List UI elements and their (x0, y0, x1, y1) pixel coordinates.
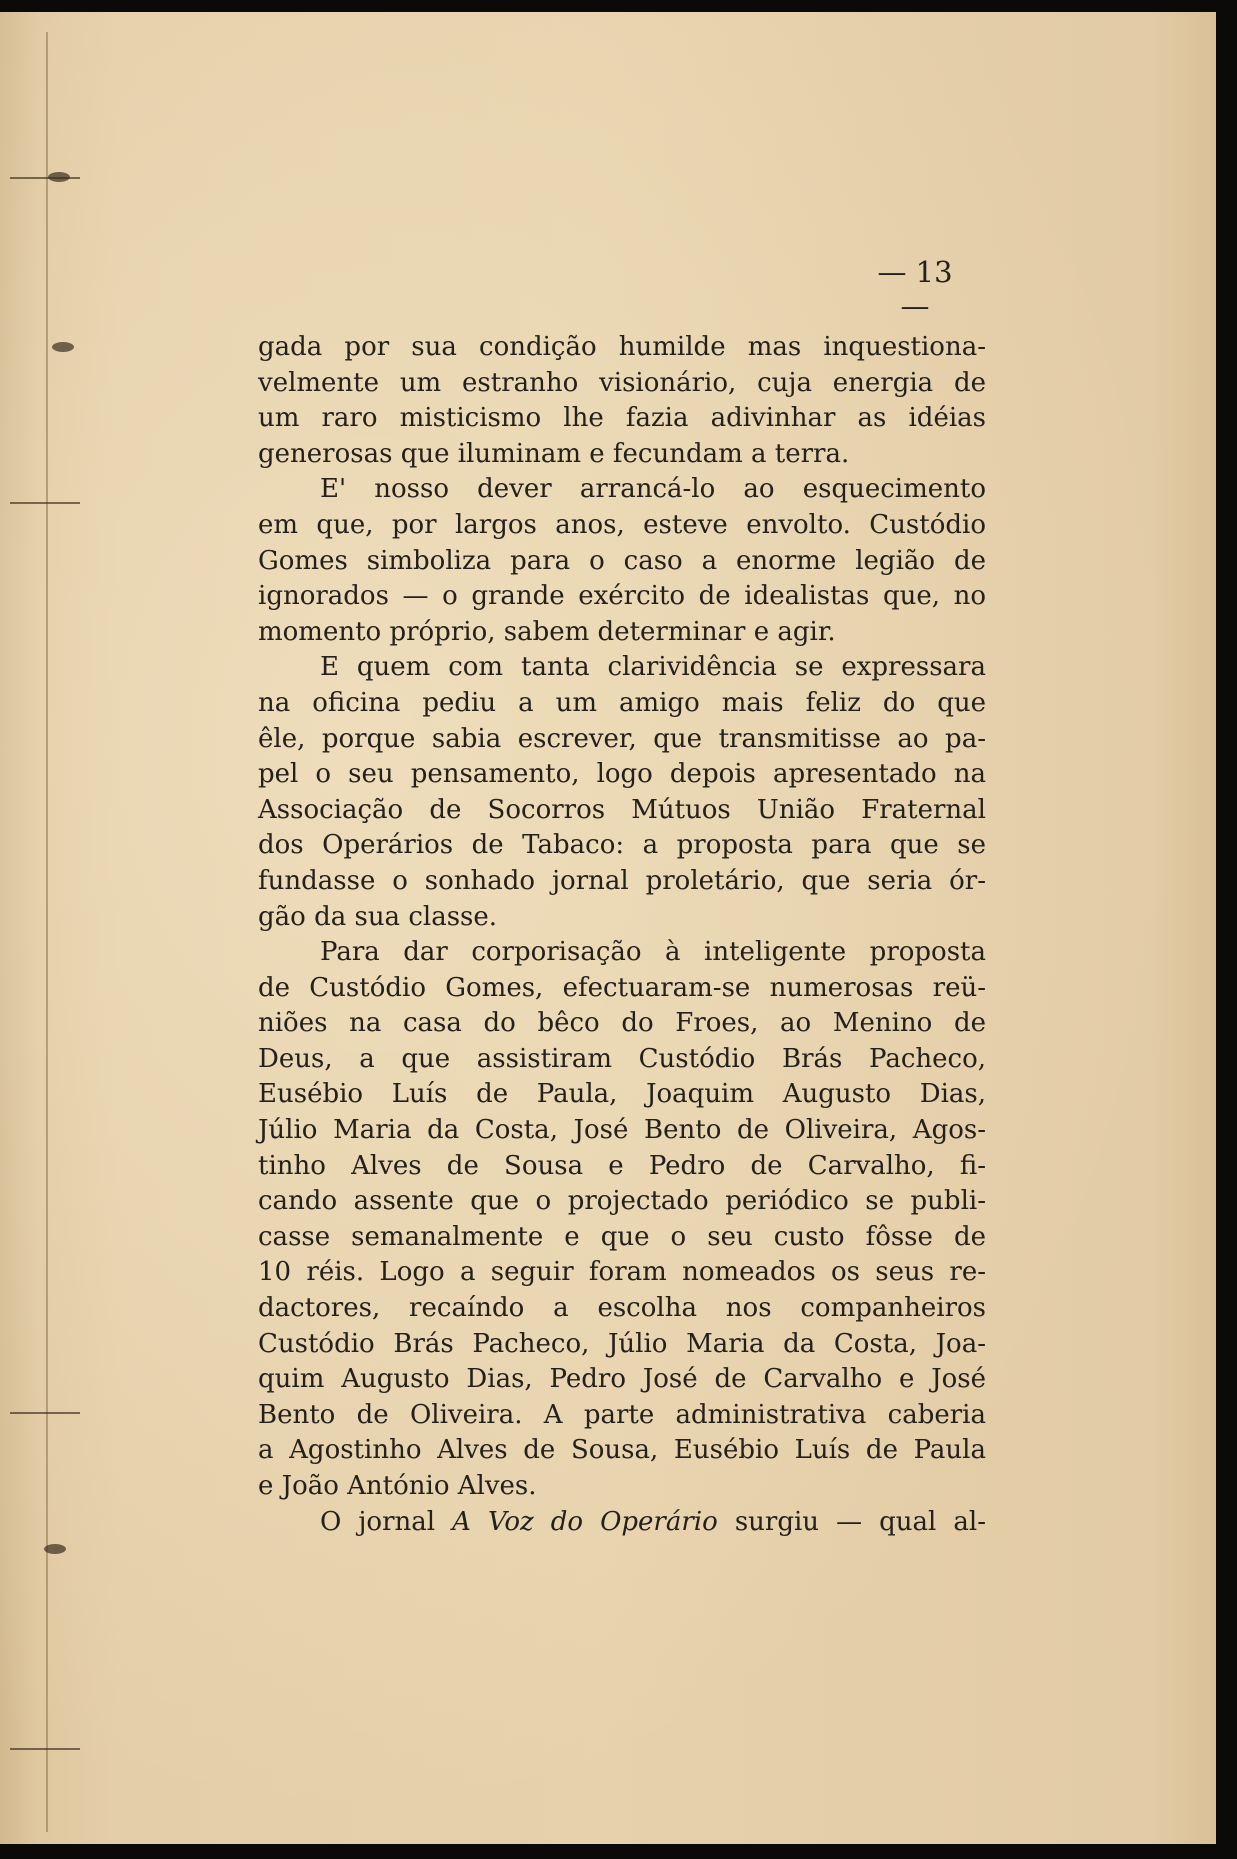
final-line-before: O jornal (320, 1506, 453, 1537)
text-line: 10 réis. Logo a seguir foram nomeados os seus re- (258, 1257, 986, 1288)
text-line: tinho Alves de Sousa e Pedro de Carvalho, fi- (258, 1150, 986, 1181)
text-line: quim Augusto Dias, Pedro José de Carvalho e José (258, 1364, 986, 1395)
text-line: um raro misticismo lhe fazia adivinhar as idéias (258, 403, 986, 434)
binding-thread-mark (10, 1748, 80, 1750)
text-line: gão da sua classe. (258, 901, 498, 932)
text-line: a Agostinho Alves de Sousa, Eusébio Luís de Paula (258, 1435, 986, 1466)
binding-blot (44, 1544, 66, 1554)
text-line: niões na casa do bêco do Froes, ao Menino de (258, 1008, 986, 1039)
binding-thread-mark (10, 502, 80, 504)
body-text (258, 330, 986, 1540)
text-line: E quem com tanta clarividência se expressara (320, 652, 986, 683)
text-line: momento próprio, sabem determinar e agir. (258, 616, 836, 647)
text-line: pel o seu pensamento, logo depois apresentado na (258, 759, 986, 790)
text-line: casse semanalmente e que o seu custo fôsse de (258, 1221, 986, 1252)
text-line: Deus, a que assistiram Custódio Brás Pacheco, (258, 1043, 986, 1074)
binding-spine (46, 32, 48, 1832)
text-line: fundasse o sonhado jornal proletário, que seria ór- (258, 865, 986, 896)
text-line: Bento de Oliveira. A parte administrativa caberia (258, 1399, 986, 1430)
text-line: dos Operários de Tabaco: a proposta para que se (258, 830, 986, 861)
text-line: ignorados — o grande exército de idealistas que, no (258, 581, 986, 612)
text-line: Custódio Brás Pacheco, Júlio Maria da Costa, Joa- (258, 1328, 986, 1359)
binding-thread-mark (10, 1412, 80, 1414)
final-line-after: surgiu — qual al- (717, 1506, 986, 1537)
book-page (0, 12, 1216, 1844)
text-line: Associação de Socorros Mútuos União Fraternal (258, 794, 986, 825)
text-line: êle, porque sabia escrever, que transmitisse ao pa- (258, 723, 986, 754)
text-line: velmente um estranho visionário, cuja energia de (258, 367, 986, 398)
text-line: e João António Alves. (258, 1471, 537, 1501)
text-line: de Custódio Gomes, efectuaram-se numerosas reü- (258, 972, 986, 1003)
text-line: Júlio Maria da Costa, José Bento de Oliveira, Agos- (258, 1115, 986, 1146)
text-line: generosas que iluminam e fecundam a terra. (258, 438, 850, 469)
text-line: cando assente que o projectado periódico se publi- (258, 1186, 986, 1217)
final-text-line (258, 1505, 986, 1541)
newspaper-title: A Voz do Operário (452, 1506, 718, 1537)
text-line: gada por sua condição humilde mas inquestiona- (258, 332, 986, 362)
text-line: Gomes simboliza para o caso a enorme legião de (258, 545, 986, 576)
text-line: Para dar corporisação à inteligente proposta (320, 937, 986, 968)
binding-blot (48, 172, 70, 182)
binding-blot (52, 342, 74, 352)
text-line: E' nosso dever arrancá-lo ao esquecimento (320, 474, 986, 505)
text-line: na oficina pediu a um amigo mais feliz do que (258, 687, 986, 718)
text-line: Eusébio Luís de Paula, Joaquim Augusto Dias, (258, 1079, 986, 1110)
page-number: — 13 — (877, 255, 953, 323)
text-line: dactores, recaíndo a escolha nos companheiros (258, 1293, 986, 1324)
text-line: em que, por largos anos, esteve envolto. Custódio (258, 509, 986, 540)
